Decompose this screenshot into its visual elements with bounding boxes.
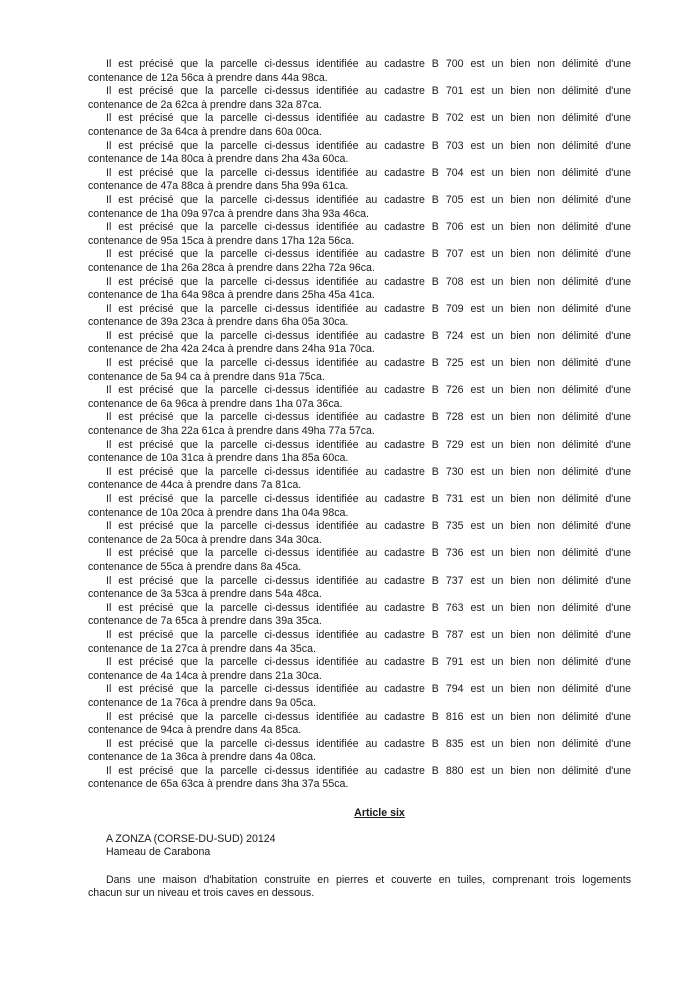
- parcel-line-1: Il est précisé que la parcelle ci-dessus identifiée au cadastre B 737 est un bien non délimité d'une: [106, 574, 631, 587]
- parcel-line-2: contenance de 4a 14ca à prendre dans 21a 30ca.: [88, 669, 322, 682]
- parcel-line-1: Il est précisé que la parcelle ci-dessus identifiée au cadastre B 736 est un bien non délimité d'une: [106, 547, 631, 560]
- parcel-line-2: contenance de 1a 27ca à prendre dans 4a 35ca.: [88, 642, 316, 655]
- parcel-line-1: Il est précisé que la parcelle ci-dessus identifiée au cadastre B 816 est un bien non délimité d'une: [106, 710, 631, 723]
- parcel-line-1: Il est précisé que la parcelle ci-dessus identifiée au cadastre B 763 est un bien non délimité d'une: [106, 601, 631, 614]
- parcel-paragraph: [88, 330, 631, 357]
- parcel-list: [88, 58, 631, 792]
- parcel-line-1: Il est précisé que la parcelle ci-dessus identifiée au cadastre B 707 est un bien non délimité d'une: [106, 248, 631, 261]
- parcel-line-1: Il est précisé que la parcelle ci-dessus identifiée au cadastre B 726 est un bien non délimité d'une: [106, 384, 631, 397]
- parcel-paragraph: [88, 411, 631, 438]
- parcel-line-2: contenance de 1ha 64a 98ca à prendre dans 25ha 45a 41ca.: [88, 289, 375, 302]
- parcel-paragraph: [88, 683, 631, 710]
- parcel-paragraph: [88, 221, 631, 248]
- parcel-line-2: contenance de 1ha 26a 28ca à prendre dans 22ha 72a 96ca.: [88, 261, 375, 274]
- description-line-1: Dans une maison d'habitation construite en pierres et couverte en tuiles, comprenant trois logements: [106, 873, 631, 886]
- parcel-line-2: contenance de 2a 50ca à prendre dans 34a 30ca.: [88, 533, 322, 546]
- parcel-paragraph: [88, 547, 631, 574]
- parcel-line-2: contenance de 3ha 22a 61ca à prendre dans 49ha 77a 57ca.: [88, 425, 375, 438]
- parcel-paragraph: [88, 357, 631, 384]
- parcel-line-2: contenance de 3a 53ca à prendre dans 54a 48ca.: [88, 588, 322, 601]
- address-line-hamlet: Hameau de Carabona: [106, 846, 211, 859]
- parcel-line-1: Il est précisé que la parcelle ci-dessus identifiée au cadastre B 709 est un bien non délimité d'une: [106, 302, 631, 315]
- parcel-paragraph: [88, 656, 631, 683]
- parcel-line-1: Il est précisé que la parcelle ci-dessus identifiée au cadastre B 702 est un bien non délimité d'une: [106, 112, 631, 125]
- parcel-line-1: Il est précisé que la parcelle ci-dessus identifiée au cadastre B 706 est un bien non délimité d'une: [106, 221, 631, 234]
- parcel-line-2: contenance de 2a 62ca à prendre dans 32a 87ca.: [88, 98, 322, 111]
- parcel-line-2: contenance de 14a 80ca à prendre dans 2ha 43a 60ca.: [88, 153, 349, 166]
- parcel-line-2: contenance de 1a 36ca à prendre dans 4a 08ca.: [88, 751, 316, 764]
- parcel-line-1: Il est précisé que la parcelle ci-dessus identifiée au cadastre B 700 est un bien non délimité d'une: [106, 58, 631, 70]
- parcel-line-1: Il est précisé que la parcelle ci-dessus identifiée au cadastre B 724 est un bien non délimité d'une: [106, 329, 631, 342]
- description-line-2: chacun sur un niveau et trois caves en dessous.: [88, 887, 315, 900]
- parcel-paragraph: [88, 384, 631, 411]
- parcel-paragraph: [88, 520, 631, 547]
- parcel-line-1: Il est précisé que la parcelle ci-dessus identifiée au cadastre B 880 est un bien non délimité d'une: [106, 764, 631, 777]
- parcel-line-2: contenance de 55ca à prendre dans 8a 45ca.: [88, 560, 302, 573]
- document-page: [88, 58, 631, 901]
- parcel-paragraph: [88, 765, 631, 792]
- parcel-line-1: Il est précisé que la parcelle ci-dessus identifiée au cadastre B 701 est un bien non délimité d'une: [106, 85, 631, 98]
- parcel-paragraph: [88, 58, 631, 85]
- parcel-paragraph: [88, 85, 631, 112]
- parcel-paragraph: [88, 194, 631, 221]
- parcel-line-2: contenance de 10a 20ca à prendre dans 1ha 04a 98ca.: [88, 506, 349, 519]
- parcel-line-1: Il est précisé que la parcelle ci-dessus identifiée au cadastre B 725 est un bien non délimité d'une: [106, 357, 631, 370]
- parcel-line-1: Il est précisé que la parcelle ci-dessus identifiée au cadastre B 735 est un bien non délimité d'une: [106, 520, 631, 533]
- parcel-line-2: contenance de 1ha 09a 97ca à prendre dans 3ha 93a 46ca.: [88, 207, 369, 220]
- parcel-paragraph: [88, 711, 631, 738]
- parcel-line-1: Il est précisé que la parcelle ci-dessus identifiée au cadastre B 730 est un bien non délimité d'une: [106, 465, 631, 478]
- parcel-line-2: contenance de 3a 64ca à prendre dans 60a 00ca.: [88, 125, 322, 138]
- address-line-commune: A ZONZA (CORSE-DU-SUD) 20124: [106, 832, 276, 845]
- parcel-line-2: contenance de 6a 96ca à prendre dans 1ha 07a 36ca.: [88, 397, 343, 410]
- parcel-line-2: contenance de 94ca à prendre dans 4a 85ca.: [88, 724, 302, 737]
- parcel-paragraph: [88, 112, 631, 139]
- parcel-paragraph: [88, 575, 631, 602]
- parcel-paragraph: [88, 602, 631, 629]
- parcel-line-1: Il est précisé que la parcelle ci-dessus identifiée au cadastre B 705 est un bien non délimité d'une: [106, 193, 631, 206]
- parcel-line-2: contenance de 10a 31ca à prendre dans 1ha 85a 60ca.: [88, 452, 349, 465]
- parcel-line-2: contenance de 39a 23ca à prendre dans 6ha 05a 30ca.: [88, 316, 349, 329]
- parcel-paragraph: [88, 439, 631, 466]
- parcel-line-2: contenance de 7a 65ca à prendre dans 39a 35ca.: [88, 615, 322, 628]
- parcel-line-1: Il est précisé que la parcelle ci-dessus identifiée au cadastre B 731 est un bien non délimité d'une: [106, 493, 631, 505]
- parcel-line-2: contenance de 1a 76ca à prendre dans 9a 05ca.: [88, 696, 316, 709]
- parcel-line-1: Il est précisé que la parcelle ci-dessus identifiée au cadastre B 791 est un bien non délimité d'une: [106, 656, 631, 669]
- parcel-line-1: Il est précisé que la parcelle ci-dessus identifiée au cadastre B 704 est un bien non délimité d'une: [106, 166, 631, 179]
- parcel-paragraph: [88, 167, 631, 194]
- parcel-paragraph: [88, 629, 631, 656]
- parcel-paragraph: [88, 303, 631, 330]
- parcel-paragraph: [88, 140, 631, 167]
- parcel-line-1: Il est précisé que la parcelle ci-dessus identifiée au cadastre B 729 est un bien non délimité d'une: [106, 438, 631, 451]
- parcel-line-2: contenance de 2ha 42a 24ca à prendre dans 24ha 91a 70ca.: [88, 343, 375, 356]
- parcel-paragraph: [88, 738, 631, 765]
- parcel-line-2: contenance de 44ca à prendre dans 7a 81ca.: [88, 479, 302, 492]
- property-description: [88, 874, 631, 901]
- parcel-line-1: Il est précisé que la parcelle ci-dessus identifiée au cadastre B 708 est un bien non délimité d'une: [106, 275, 631, 288]
- parcel-line-2: contenance de 5a 94 ca à prendre dans 91a 75ca.: [88, 370, 325, 383]
- parcel-line-1: Il est précisé que la parcelle ci-dessus identifiée au cadastre B 728 est un bien non délimité d'une: [106, 411, 631, 424]
- parcel-line-2: contenance de 47a 88ca à prendre dans 5ha 99a 61ca.: [88, 180, 349, 193]
- parcel-line-1: Il est précisé que la parcelle ci-dessus identifiée au cadastre B 703 est un bien non délimité d'une: [106, 139, 631, 152]
- parcel-line-2: contenance de 65a 63ca à prendre dans 3ha 37a 55ca.: [88, 778, 349, 791]
- parcel-line-2: contenance de 12a 56ca à prendre dans 44a 98ca.: [88, 71, 328, 84]
- parcel-line-1: Il est précisé que la parcelle ci-dessus identifiée au cadastre B 794 est un bien non délimité d'une: [106, 683, 631, 696]
- parcel-paragraph: [88, 466, 631, 493]
- address-block: [88, 833, 631, 860]
- parcel-line-1: Il est précisé que la parcelle ci-dessus identifiée au cadastre B 787 est un bien non délimité d'une: [106, 628, 631, 641]
- parcel-line-2: contenance de 95a 15ca à prendre dans 17ha 12a 56ca.: [88, 234, 355, 247]
- article-heading: Article six: [354, 807, 405, 820]
- parcel-line-1: Il est précisé que la parcelle ci-dessus identifiée au cadastre B 835 est un bien non délimité d'une: [106, 737, 631, 750]
- parcel-paragraph: [88, 493, 631, 520]
- parcel-paragraph: [88, 276, 631, 303]
- parcel-paragraph: [88, 248, 631, 275]
